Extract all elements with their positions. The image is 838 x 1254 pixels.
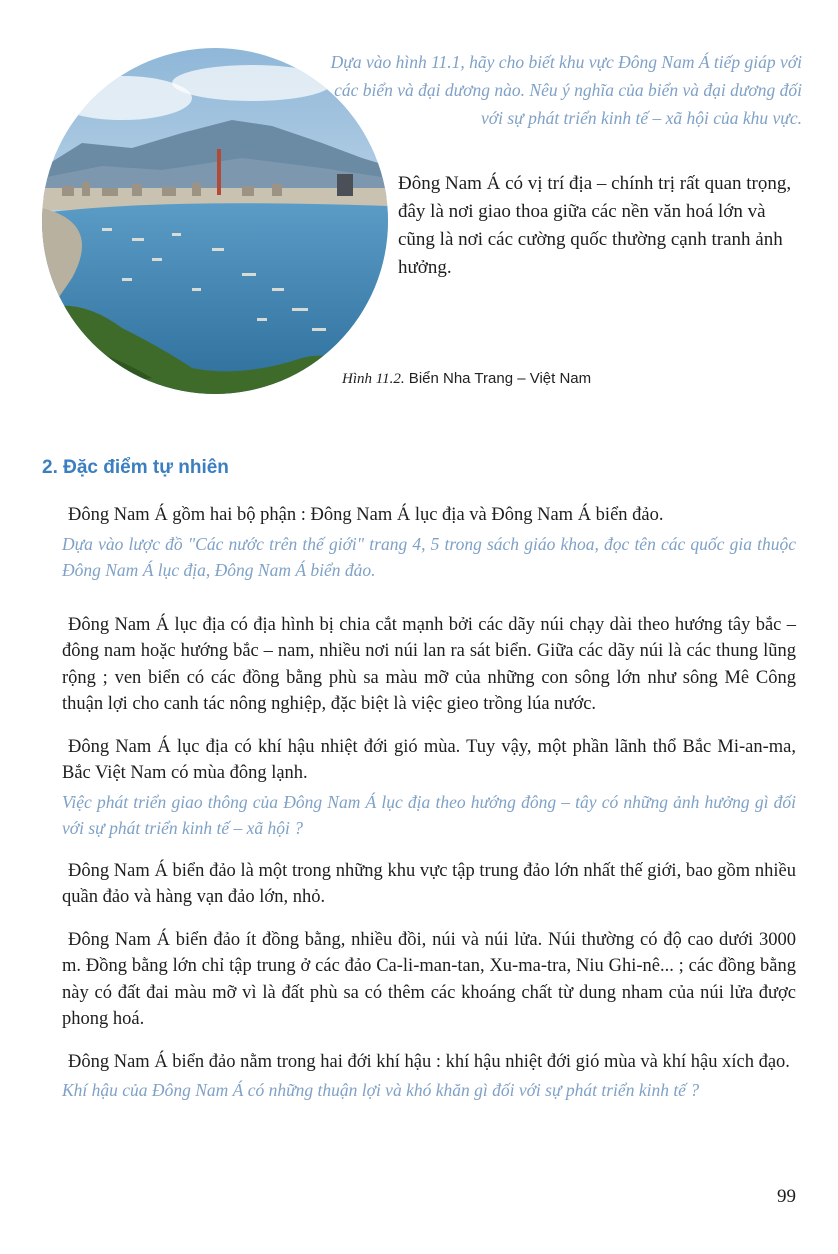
question-4: Khí hậu của Đông Nam Á có những thuận lợi và khó khăn gì đối với sự phát triển kinh tế ? [62,1080,700,1100]
section-title: 2. Đặc điểm tự nhiên [42,457,229,478]
paragraph-3: Đông Nam Á lục địa có khí hậu nhiệt đới gió mùa. Tuy vậy, một phần lãnh thổ Bắc Mi-an-ma, Bắc Việt Nam có mùa đông lạnh. [62,736,796,783]
paragraph-2: Đông Nam Á lục địa có địa hình bị chia cắt mạnh bởi các dãy núi chạy dài theo hướng tây bắc – đông nam hoặc hướng bắc – nam, nhiều nơi núi lan ra sát biển. Giữa các dãy núi là các thung lũng rộng ; ven biển có các đồng bằng phù sa màu mỡ của những con sông lớn như sông Mê Công thuận lợi cho canh tác nông nghiệp, đặc biệt là việc gieo trồng lúa nước. [62,614,796,714]
body-column [62,502,796,1104]
figure-caption [342,370,591,388]
caption-label: Hình 11.2. [342,371,405,387]
paragraph-5: Đông Nam Á biển đảo ít đồng bằng, nhiều đồi, núi và núi lửa. Núi thường có độ cao dưới 3000 m. Đồng bằng lớn chỉ tập trung ở các đảo Ca-li-man-tan, Xu-ma-tra, Niu Ghi-nê... ; các đồng bằng này có đất đai màu mỡ vì là đất phù sa có thêm các khoáng chất từ dung nham của núi lửa được phong hoá. [62,929,796,1029]
question-2: Dựa vào lược đồ "Các nước trên thế giới" trang 4, 5 trong sách giáo khoa, đọc tên các quốc gia thuộc Đông Nam Á lục địa, Đông Nam Á biển đảo. [62,533,796,580]
page-number: 99 [777,1186,796,1207]
paragraph-6: Đông Nam Á biển đảo nằm trong hai đới khí hậu : khí hậu nhiệt đới gió mùa và khí hậu xích đạo. [68,1051,790,1072]
caption-text: Biển Nha Trang – Việt Nam [404,370,592,387]
question-3: Việc phát triển giao thông của Đông Nam Á lục địa theo hướng đông – tây có những ảnh hưởng gì đối với sự phát triển kinh tế – xã hội ? [62,791,796,838]
intro-paragraph: Đông Nam Á có vị trí địa – chính trị rất quan trọng, đây là nơi giao thoa giữa các nền văn hoá lớn và cũng là nơi các cường quốc thường cạnh tranh ảnh hưởng. [398,173,792,278]
paragraph-1: Đông Nam Á gồm hai bộ phận : Đông Nam Á lục địa và Đông Nam Á biển đảo. [68,505,664,525]
question-1: Dựa vào hình 11.1, hãy cho biết khu vực Đông Nam Á tiếp giáp với các biển và đại dương nào. Nêu ý nghĩa của biển và đại dương đối với sự phát triển kinh tế – xã hội của khu vực. [330,52,802,128]
paragraph-4: Đông Nam Á biển đảo là một trong những khu vực tập trung đảo lớn nhất thế giới, bao gồm nhiều quần đảo và hàng vạn đảo lớn, nhỏ. [62,860,796,907]
